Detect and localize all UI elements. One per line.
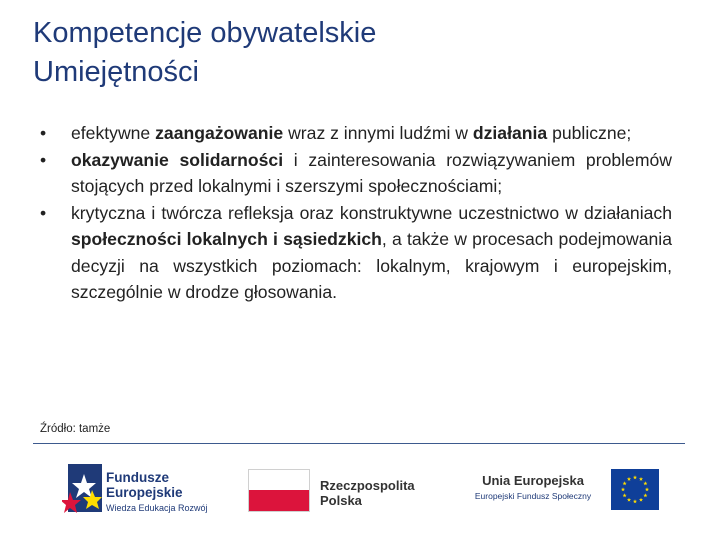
content-area	[40, 120, 672, 306]
bullet-emphasis: działania	[472, 123, 548, 143]
title-line-2: Umiejętności	[33, 56, 199, 88]
bullet-dot-icon: •	[40, 123, 47, 143]
ue-line-2: Europejski Fundusz Społeczny	[474, 491, 592, 501]
bullet-dot-icon: •	[40, 202, 47, 223]
footer-divider	[33, 443, 685, 444]
fundusze-line-2: Europejskie	[106, 485, 183, 500]
bullet-text: wraz z innymi ludźmi w	[283, 123, 473, 143]
fundusze-europejskie-text	[106, 470, 208, 515]
polish-flag-icon	[248, 469, 310, 512]
fundusze-europejskie-star-logo-icon	[62, 462, 104, 516]
fundusze-line-3: Wiedza Edukacja Rozwój	[106, 503, 208, 513]
unia-europejska-text	[462, 473, 604, 503]
bullet-text: krytyczna i twórcza refleksja oraz konstruktywne uczestnictwo w działaniach	[71, 202, 672, 223]
bullet-text: i zainteresowania rozwiązywaniem problemów stojących przed lokalnymi i szerszymi społecznościami;	[71, 149, 672, 196]
page-title	[33, 14, 693, 92]
bullet-text: publiczne;	[547, 123, 632, 143]
bullet-text: , a także w procesach podejmowania decyzji na wszystkich poziomach: lokalnym, krajowym i europejskim, szczególnie w drodze głosowania.	[71, 229, 672, 302]
bullet-item	[40, 120, 672, 147]
source-note: Źródło: tamże	[40, 423, 111, 435]
bullet-emphasis: zaangażowanie	[155, 123, 284, 143]
bullet-item	[40, 147, 672, 200]
rzeczpospolita-line-1: Rzeczpospolita	[320, 478, 415, 493]
ue-line-1: Unia Europejska	[482, 473, 584, 488]
bullet-list	[40, 120, 672, 306]
fundusze-line-1: Fundusze	[106, 470, 169, 485]
bullet-dot-icon: •	[40, 149, 47, 170]
bullet-item	[40, 200, 672, 306]
rzeczpospolita-line-2: Polska	[320, 493, 362, 508]
bullet-emphasis: okazywanie solidarności	[71, 149, 284, 170]
bullet-text: efektywne	[71, 123, 156, 143]
bullet-emphasis: społeczności lokalnych i sąsiedzkich	[71, 229, 382, 249]
title-line-1: Kompetencje obywatelskie	[33, 17, 377, 49]
eu-flag-icon	[611, 469, 659, 510]
rzeczpospolita-text	[320, 478, 415, 508]
